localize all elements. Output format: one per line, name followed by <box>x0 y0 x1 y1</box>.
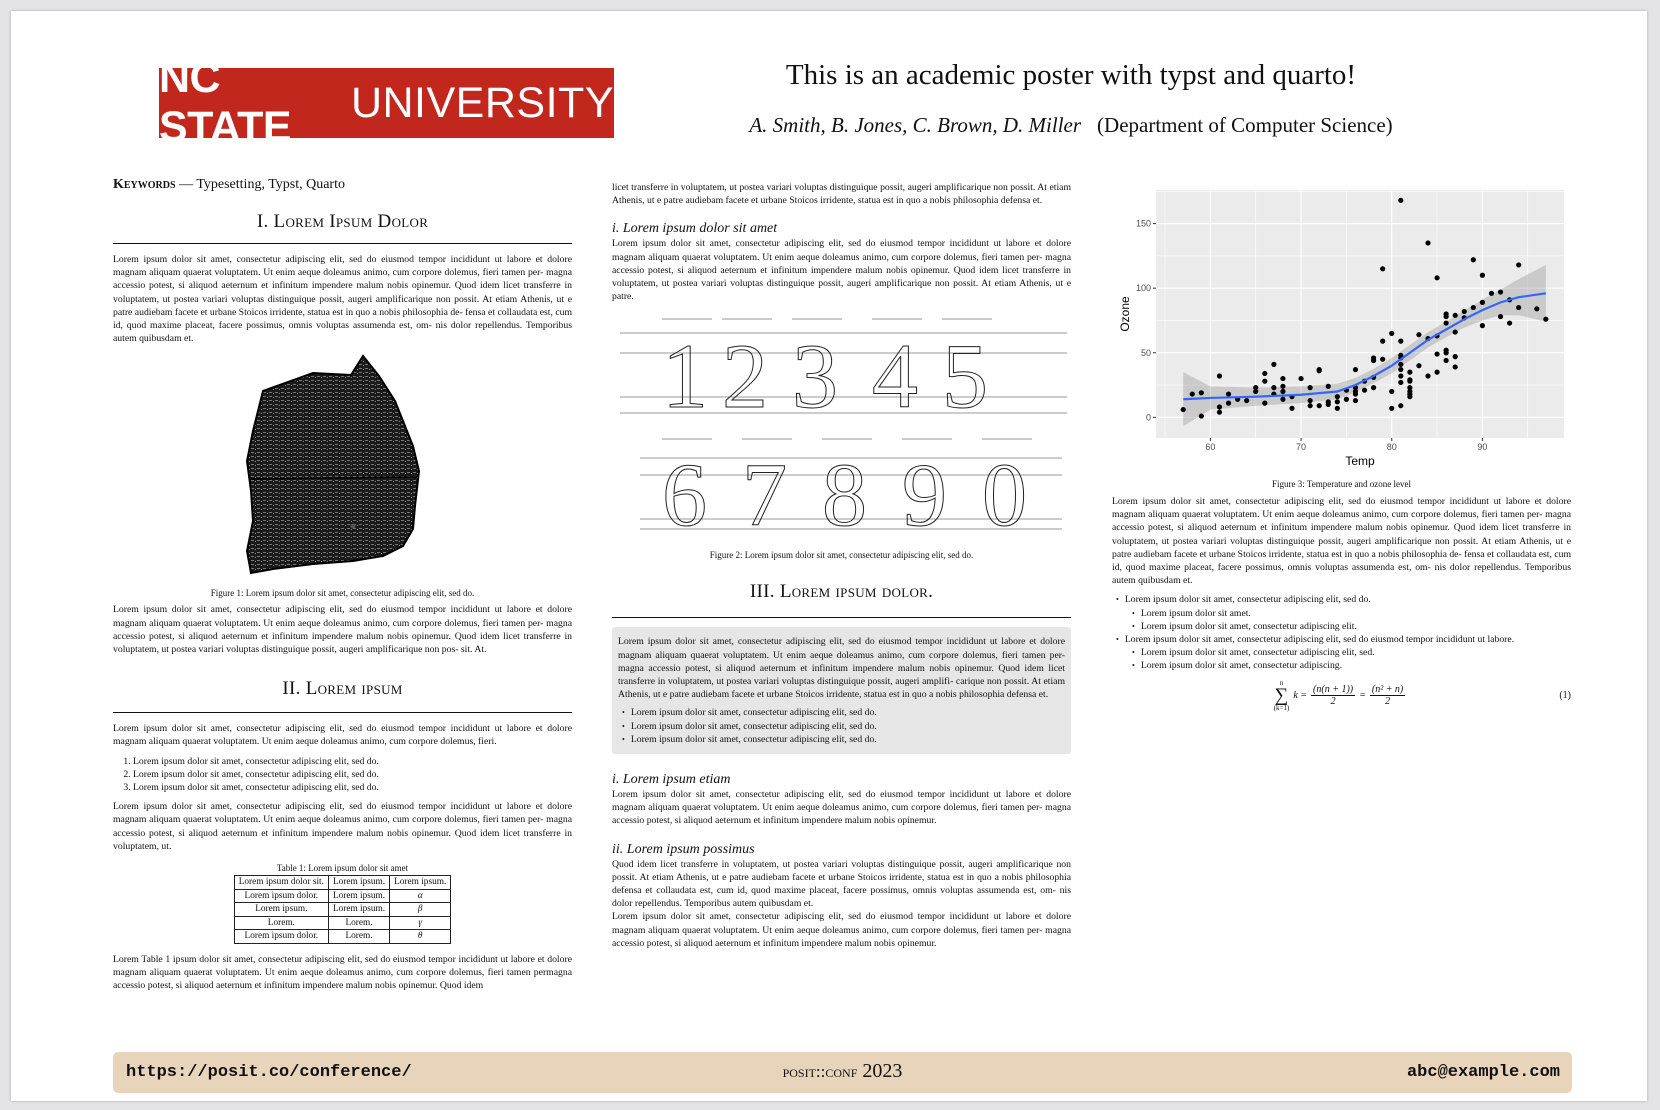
x-tick-label: 80 <box>1386 442 1397 452</box>
conf-name: posit::conf <box>782 1062 858 1081</box>
data-point <box>1471 257 1476 262</box>
table-cell: Lorem ipsum dolor sit. <box>234 876 328 890</box>
column-2 <box>612 181 1071 950</box>
table-cell: Lorem ipsum. <box>328 876 389 890</box>
ozone-temp-chart <box>1101 179 1581 479</box>
data-point <box>1271 385 1276 390</box>
numerator: (n(n + 1)) <box>1313 684 1354 696</box>
fraction <box>1311 684 1355 707</box>
x-tick-label: 70 <box>1296 442 1307 452</box>
poster-title: This is an academic poster with typst and quarto! <box>785 59 1357 91</box>
data-point <box>1425 240 1430 245</box>
data-point <box>1444 314 1449 319</box>
table-cell: Lorem. <box>234 916 328 930</box>
numeral-2: 2 <box>722 325 768 428</box>
y-tick-label: 150 <box>1135 218 1151 229</box>
department: (Department of Computer Science) <box>1097 113 1393 137</box>
data-point <box>1444 320 1449 325</box>
data-point <box>1335 399 1340 404</box>
table-cell: Lorem. <box>328 930 389 944</box>
section-divider <box>113 243 572 244</box>
data-point <box>1226 391 1231 396</box>
data-point <box>1380 339 1385 344</box>
list-item-text: Lorem ipsum dolor sit amet, consectetur adipiscing elit, sed do eiusmod tempor incididunt ut labore. <box>1124 634 1515 646</box>
numeral-1: 1 <box>662 325 708 428</box>
data-point <box>1353 391 1358 396</box>
table-cell: β <box>390 903 451 917</box>
data-point <box>1181 407 1186 412</box>
authors-line <box>631 113 1511 138</box>
numeral-6: 6 <box>662 446 707 546</box>
section-divider <box>612 617 1071 618</box>
data-point <box>1434 370 1439 375</box>
y-tick-label: 100 <box>1135 283 1151 294</box>
table-row <box>234 889 451 903</box>
data-point <box>1217 373 1222 378</box>
data-point <box>1434 275 1439 280</box>
figure-1-caption: Figure 1: Lorem ipsum dolor sit amet, consectetur adipiscing elit, sed do. <box>210 588 475 599</box>
table-cell: γ <box>390 916 451 930</box>
data-point <box>1398 362 1403 367</box>
numeral-9: 9 <box>902 446 947 546</box>
table-cell: Lorem ipsum. <box>234 903 328 917</box>
data-point <box>1453 329 1458 334</box>
data-point <box>1308 403 1313 408</box>
data-point <box>1326 384 1331 389</box>
paragraph: Quod idem licet transferre in voluptatem, ut postea variari voluptas distinguique possit, augeri amplificarique non possit. At etiam Athenis, ut e patre audiebam facete et urbane Stoicos irridente, statua est in quo a nobis philosophia defensa et collaudata est, cum id, quod maxime placeat, facere possimus, omnis voluptas assumenda est, om- nis dolor repellendus. Temporibus autem quibusdam et. <box>612 858 1071 910</box>
footer-bar <box>113 1052 1572 1093</box>
table-row <box>234 930 451 944</box>
list-item: • Lorem ipsum dolor sit amet, consectetur adipiscing elit, sed do. <box>632 720 1065 733</box>
numerals-drawing-image <box>612 315 1071 545</box>
data-point <box>1344 397 1349 402</box>
data-point <box>1398 373 1403 378</box>
authors: A. Smith, B. Jones, C. Brown, D. Miller <box>749 113 1082 137</box>
keywords-text: — Typesetting, Typst, Quarto <box>175 177 345 192</box>
list-item-text: Lorem ipsum dolor sit amet, consectetur adipiscing elit, sed do. <box>1124 594 1371 606</box>
data-point <box>1362 388 1367 393</box>
data-point <box>1398 403 1403 408</box>
data-point <box>1543 317 1548 322</box>
data-point <box>1416 332 1421 337</box>
data-point <box>1444 350 1449 355</box>
data-point <box>1398 367 1403 372</box>
sum-operator <box>1274 679 1290 712</box>
data-point <box>1353 398 1358 403</box>
data-point <box>1217 404 1222 409</box>
data-point <box>1471 305 1476 310</box>
data-point <box>1489 291 1494 296</box>
data-point <box>1226 401 1231 406</box>
paragraph: Lorem ipsum dolor sit amet, consectetur adipiscing elit, sed do eiusmod tempor incididunt ut labore et dolore magnam aliquam quaerat voluptatem. Ut enim aeque doleamus animo, cum corpore dolemus, fieri tamen per- magna accessio potest, si aliquod aeternum et infinitum impendere malum nobis opinemur. <box>612 911 1071 949</box>
denominator: 2 <box>1385 696 1391 708</box>
list-item: • Lorem ipsum dolor sit amet, consectetur adipiscing elit, sed do. <box>632 733 1065 746</box>
paragraph: Lorem ipsum dolor sit amet, consectetur adipiscing elit, sed do eiusmod tempor incididunt ut labore et dolore magnam aliquam quaerat voluptatem. Ut enim aeque doleamus animo, cum corpore dolemus, fieri tamen per- magna accessio potest, si aliquod aeternum et infinitum impendere malum nobis opinemur. <box>612 789 1071 827</box>
data-point <box>1317 368 1322 373</box>
table-cell: Lorem ipsum. <box>328 889 389 903</box>
table-cell: Lorem. <box>328 916 389 930</box>
list-item: 2. Lorem ipsum dolor sit amet, consectetur adipiscing elit, sed do. <box>133 768 572 781</box>
numeral-0: 0 <box>982 446 1027 546</box>
figure-2-caption: Figure 2: Lorem ipsum dolor sit amet, consectetur adipiscing elit, sed do. <box>709 550 974 561</box>
conference-url[interactable]: https://posit.co/conference/ <box>126 1063 412 1082</box>
sum-upper: n <box>1279 679 1284 688</box>
data-point <box>1498 314 1503 319</box>
x-tick-label: 60 <box>1205 442 1216 452</box>
section-2-heading: II. Lorem ipsum <box>282 678 403 700</box>
ncsu-logo <box>159 54 614 151</box>
data-point <box>1335 394 1340 399</box>
table-cell: Lorem ipsum. <box>328 903 389 917</box>
data-point <box>1507 320 1512 325</box>
data-point <box>1480 323 1485 328</box>
data-point <box>1308 398 1313 403</box>
data-point <box>1262 401 1267 406</box>
logo-bold-text: NC STATE <box>159 54 292 151</box>
data-point <box>1516 305 1521 310</box>
data-point <box>1389 406 1394 411</box>
data-point <box>1280 397 1285 402</box>
data-point <box>1398 380 1403 385</box>
data-point <box>1280 384 1285 389</box>
data-point <box>1416 363 1421 368</box>
data-point <box>1371 358 1376 363</box>
table-cell: θ <box>390 930 451 944</box>
equation-1 <box>1112 679 1571 713</box>
data-point <box>1326 402 1331 407</box>
data-point <box>1335 406 1340 411</box>
data-point <box>1480 300 1485 305</box>
y-tick-label: 50 <box>1140 347 1151 358</box>
data-point <box>1217 410 1222 415</box>
data-point <box>1289 406 1294 411</box>
list-item: • Lorem ipsum dolor sit amet. <box>1142 607 1571 620</box>
poster-page <box>11 11 1647 1101</box>
data-point <box>1516 262 1521 267</box>
numeral-4: 4 <box>872 325 918 428</box>
data-point <box>1380 266 1385 271</box>
section-1-heading: I. Lorem Ipsum Dolor <box>256 211 429 232</box>
paragraph: Lorem ipsum dolor sit amet, consectetur adipiscing elit, sed do eiusmod tempor incididunt ut labore et dolore magnam aliquam quaerat voluptatem. Ut enim aeque doleamus animo, cum corpore dolemus, fieri tamen per- magna accessio potest, si aliquod aeternum et infinitum impendere malum nobis opinemur. Quod idem licet transferre in voluptatem, ut. <box>113 801 572 852</box>
subsection-heading: ii. Lorem ipsum possimus <box>612 841 755 857</box>
list-item: • Lorem ipsum dolor sit amet, consectetur adipiscing elit, sed do. <box>632 706 1065 719</box>
figure-2 <box>612 315 1071 545</box>
data-point <box>1453 364 1458 369</box>
numeral-5: 5 <box>942 325 988 428</box>
list-item: 1. Lorem ipsum dolor sit amet, consectetur adipiscing elit, sed do. <box>133 755 572 768</box>
data-point <box>1353 367 1358 372</box>
equals-sign: = <box>1359 690 1366 702</box>
paragraph: Lorem ipsum dolor sit amet, consectetur adipiscing elit, sed do eiusmod tempor incididunt ut labore et dolore magnam aliquam quaerat voluptatem. Ut enim aeque doleamus animo, cum corpore dolemus, fieri tamen per- magna accessio potest, si aliquod aeternum et infinitum impendere malum nobis opinemur. Quod idem licet transferre in voluptatem, ut postea variari voluptas distinguique possit, augeri amplificarique non possit. At etiam Athenis, ut e patre audiebam facete et urbane Stoicos irridente, statua est in quo a nobis philosophia de- fensa et collaudata est, cum id, quod maxime placeat, facere possimus, omnis voluptas assumenda est, om- nis dolor repellendus. Temporibus autem quibusdam et. <box>113 254 572 345</box>
subsection-heading: i. Lorem ipsum etiam <box>612 772 731 788</box>
data-point <box>1280 389 1285 394</box>
rosetta-stone-image <box>113 351 572 585</box>
x-axis-label: Temp <box>1345 454 1375 468</box>
table-row <box>234 876 451 890</box>
paragraph: Lorem ipsum dolor sit amet, consectetur adipiscing elit, sed do eiusmod tempor incididunt ut labore et dolore magnam aliquam quaerat voluptatem. Ut enim aeque doleamus animo, cum corpore dolemus, fieri tamen per- magna accessio potest, si aliquod aeternum et infinitum impendere malum nobis opinemur. Quod idem licet transferre in voluptatem, ut postea variari voluptas distinguique possit, augeri amplificarique non possit. At etiam Athenis, ut e patre. <box>612 238 1071 303</box>
fraction <box>1370 684 1405 707</box>
data-point <box>1453 313 1458 318</box>
table-cell: α <box>390 889 451 903</box>
list-item: 3. Lorem ipsum dolor sit amet, consectetur adipiscing elit, sed do. <box>133 781 572 794</box>
data-point <box>1425 373 1430 378</box>
data-point <box>1480 273 1485 278</box>
numerator: (n² + n) <box>1371 684 1404 696</box>
paragraph: Lorem ipsum dolor sit amet, consectetur adipiscing elit, sed do eiusmod tempor incididunt ut labore et dolore magnam aliquam quaerat voluptatem. Ut enim aeque doleamus animo, cum corpore dolemus, fieri tamen per- magna accessio potest, si aliquod aeternum et infinitum impendere malum nobis opinemur. Quod idem licet transferre in voluptatem, ut postea variari voluptas distinguique possit, augeri amplifi- carique non possit. At etiam Athenis, ut e patre audiebam facete et urbane Stoicos irridente, statua est in quo a nobis philosophia defensa et. <box>618 636 1065 701</box>
list-item <box>1126 593 1571 633</box>
numeral-7: 7 <box>742 446 787 546</box>
figure-3-caption-wrap <box>1112 478 1571 490</box>
data-point <box>1199 390 1204 395</box>
table-row <box>234 916 451 930</box>
table-1-caption: Table 1: Lorem ipsum dolor sit amet <box>276 863 409 874</box>
paragraph: Lorem ipsum dolor sit amet, consectetur adipiscing elit, sed do eiusmod tempor incididunt ut labore et dolore magnam aliquam quaerat voluptatem. Ut enim aeque doleamus animo, cum corpore dolemus, fieri tamen per- magna accessio potest, si aliquod aeternum et infinitum impendere malum nobis opinemur. Quod idem licet transferre in voluptatem, ut postea variari voluptas distinguique possit, augeri amplificarique non possit. At etiam Athenis, ut e patre audiebam facete et urbane Stoicos irridente, statua est in quo a nobis philosophia de- fensa et collaudata est, cum id, quod maxime placeat, facere possimus, omnis voluptas assumenda est, om- nis dolor repellendus. Temporibus autem quibusdam et. <box>1112 496 1571 587</box>
data-point <box>1407 379 1412 384</box>
keywords-label: Keywords <box>113 177 176 192</box>
paragraph: Lorem Table 1 ipsum dolor sit amet, consectetur adipiscing elit, sed do eiusmod tempor incididunt ut labore et dolore magnam aliquam quaerat voluptatem. Ut enim aeque doleamus animo, cum corpore dolemus, fieri tamen permagna accessio potest, si aliquod aeternum et infinitum impendere malum nobis opinemur. Quod idem <box>113 954 572 992</box>
table-row <box>234 903 451 917</box>
list-item: • Lorem ipsum dolor sit amet, consectetur adipiscing. <box>1142 659 1571 672</box>
equation-number: (1) <box>1559 690 1571 702</box>
data-point <box>1262 379 1267 384</box>
data-point <box>1262 371 1267 376</box>
data-point <box>1407 370 1412 375</box>
list-item <box>1126 633 1571 673</box>
table-1 <box>234 875 452 944</box>
data-point <box>1407 394 1412 399</box>
data-point <box>1534 306 1539 311</box>
data-point <box>1244 398 1249 403</box>
conf-year: 2023 <box>862 1060 903 1082</box>
data-point <box>1371 385 1376 390</box>
sum-symbol: ∑ <box>1274 685 1289 707</box>
data-point <box>1444 358 1449 363</box>
table-cell: Lorem ipsum dolor. <box>234 889 328 903</box>
data-point <box>1253 389 1258 394</box>
column-3 <box>1112 495 1571 713</box>
table-cell: Lorem ipsum dolor. <box>234 930 328 944</box>
data-point <box>1199 413 1204 418</box>
subsection-heading: i. Lorem ipsum dolor sit amet <box>612 221 778 237</box>
bullet-list <box>618 706 1065 746</box>
x-tick-label: 90 <box>1477 442 1488 452</box>
paragraph: Lorem ipsum dolor sit amet, consectetur adipiscing elit, sed do eiusmod tempor incididunt ut labore et dolore magnam aliquam quaerat voluptatem. Ut enim aeque doleamus animo, cum corpore dolemus, fieri. <box>113 723 572 748</box>
data-point <box>1389 331 1394 336</box>
paragraph: licet transferre in voluptatem, ut postea variari voluptas distinguique possit, augeri amplificarique non possit. At etiam Athenis, ut e patre audiebam facete et urbane Stoicos irridente, statua est in quo a nobis philosophia defensa et. <box>612 182 1071 207</box>
data-point <box>1308 385 1313 390</box>
data-point <box>1298 376 1303 381</box>
conference-name <box>113 1060 1572 1083</box>
paragraph: Lorem ipsum dolor sit amet, consectetur adipiscing elit, sed do eiusmod tempor incididunt ut labore et dolore magnam aliquam quaerat voluptatem. Ut enim aeque doleamus animo, cum corpore dolemus, fieri tamen per- magna accessio potest, si aliquod aeternum et infinitum impendere malum nobis opinemur. Quod idem licet transferre in voluptatem, ut postea variari voluptas distinguique possit, augeri amplificarique non pos- sit. At. <box>113 604 572 656</box>
numeral-3: 3 <box>792 325 838 428</box>
data-point <box>1398 339 1403 344</box>
data-point <box>1498 289 1503 294</box>
contact-email[interactable]: abc@example.com <box>1406 1063 1560 1082</box>
highlight-box <box>612 627 1071 754</box>
column-1 <box>113 177 572 993</box>
data-point <box>1380 357 1385 362</box>
numeral-8: 8 <box>822 446 867 546</box>
data-point <box>1462 309 1467 314</box>
denominator: 2 <box>1330 696 1336 708</box>
y-axis-label: Ozone <box>1118 296 1132 332</box>
data-point <box>1280 376 1285 381</box>
bullet-list <box>1112 593 1571 672</box>
data-point <box>1190 391 1195 396</box>
list-item: • Lorem ipsum dolor sit amet, consectetur adipiscing elit, sed. <box>1142 646 1571 659</box>
data-point <box>1398 198 1403 203</box>
table-cell: Lorem ipsum. <box>390 876 451 890</box>
data-point <box>1317 403 1322 408</box>
list-item: • Lorem ipsum dolor sit amet, consectetur adipiscing elit. <box>1142 620 1571 633</box>
equation-lhs: k = <box>1293 690 1308 702</box>
figure-1 <box>113 351 572 585</box>
keywords <box>113 177 572 193</box>
logo-rest-text: UNIVERSITY <box>350 78 614 127</box>
sum-lower: (k=1) <box>1273 704 1290 713</box>
data-point <box>1434 351 1439 356</box>
data-point <box>1389 389 1394 394</box>
figure-3-caption: Figure 3: Temperature and ozone level <box>1272 479 1411 489</box>
data-point <box>1271 362 1276 367</box>
section-divider <box>113 712 572 713</box>
y-tick-label: 0 <box>1145 412 1151 423</box>
numbered-list <box>113 755 572 795</box>
data-point <box>1453 354 1458 359</box>
section-3-heading: III. Lorem ipsum dolor. <box>749 581 934 603</box>
